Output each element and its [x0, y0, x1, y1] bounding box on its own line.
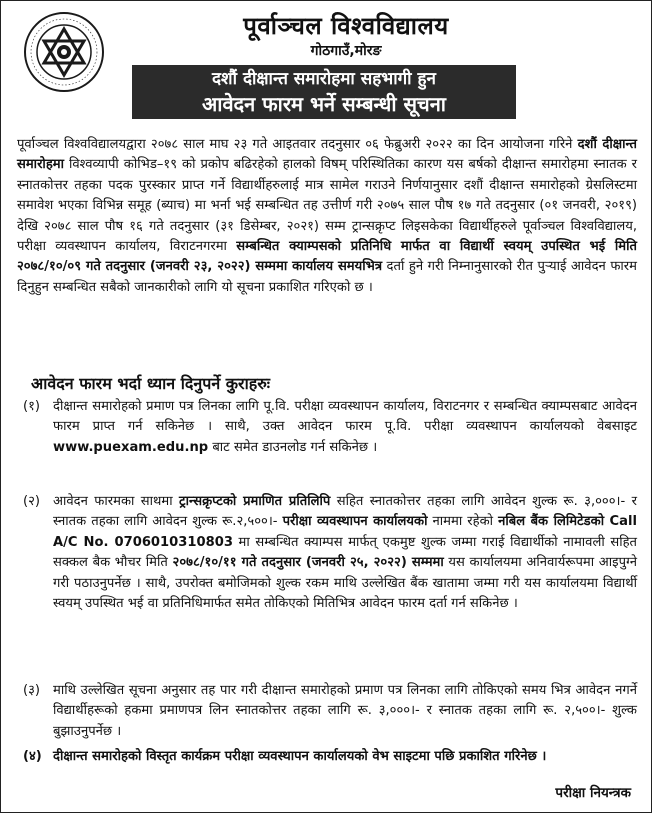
- intro-paragraph: [17, 135, 637, 298]
- list-item-2: [23, 492, 637, 614]
- item-2-text-e: यस कार्यालयमा अनिवार्यरूपमा आइपुग्ने गरी पठाउनुपर्नेछ । साथै, उपरोक्त बमोजिमको शुल्क रकम माथि उल्लेखित बैंक खातामा जम्मा गरी यस कार्यालयमा विद्यार्थी स्वयम् उपस्थित भई वा प्रतिनिधिमार्फत समेत तोकिएको मितिभित्र आवेदन फारम दर्ता गर्न सकिनेछ ।: [53, 555, 637, 612]
- notice-title-banner: [132, 65, 516, 119]
- item-text: दीक्षान्त समारोहको विस्तृत कार्यक्रम परीक्षा व्यवस्थापन कार्यालयको वेभ साइटमा पछि प्रकाशित गरिनेछ ।: [53, 749, 547, 764]
- bank-account: नबिल बैंक लिमिटेडको Call A/C No. 0706010310803: [53, 514, 637, 550]
- banner-line-2: आवेदन फारम भर्ने सम्बन्धी सूचना: [202, 92, 446, 116]
- item-number: (३): [23, 683, 41, 698]
- item-2-bold-a: ट्रान्सक्रृप्टको प्रमाणित प्रतिलिपि: [179, 494, 331, 509]
- item-1-text-a: दीक्षान्त समारोहको प्रमाण पत्र लिनका लागि पू.वि. परीक्षा व्यवस्थापन कार्यालय, विराटनगर र सम्बन्धित क्याम्पसबाट आवेदन फारम प्राप्त गर्न सकिनेछ । साथै, उक्त आवेदन फारम पू.वि. परीक्षा व्यवस्थापन कार्यालयको वेबसाइट: [53, 399, 637, 435]
- item-text: [53, 397, 637, 458]
- item-number: (२): [23, 494, 41, 509]
- item-text: [53, 492, 637, 614]
- item-number: (१): [23, 399, 41, 414]
- item-2-bold-b: परीक्षा व्यवस्थापन कार्यालयको: [282, 514, 428, 530]
- item-2-text-c: नाममा रहेको: [427, 514, 499, 530]
- intro-text-2: विश्वव्यापी कोभिड–१९ को प्रकोप बढिरहेको हालको विषम् परिस्थितिका कारण यस बर्षको दीक्षान्त समारोहमा स्नातक र स्नातकोत्तर तहका पदक पुरस्कार प्राप्त गर्ने विद्यार्थीहरुलाई मात्र सामेल गराउने निर्णयानुसार दशौं दीक्षान्त समारोहको ग्रेसलिस्टमा समावेश भएका विभिन्न समूह (ब्याच) मा भर्ना भई सम्बन्धित तह उत्तीर्ण गरी २०७५ साल पौष १७ गते तदनुसार (०१ जनवरी, २०१९) देखि २०७८ साल पौष १६ गते तदनुसार (३१ डिसेम्बर, २०२१) सम्म ट्रान्सक्रृप्ट लिइसकेका विद्यार्थीहरुले पूर्वाञ्चल विश्वविद्यालय, परीक्षा व्यवस्थापन कार्यालय, विराटनगरमा: [17, 157, 637, 255]
- item-text: माथि उल्लेखित सूचना अनुसार तह पार गरी दीक्षान्त समारोहको प्रमाण पत्र लिनका लागि तोकिएको समय भित्र आवेदन नगर्ने विद्यार्थीहरूको हकमा प्रमाणपत्र लिन स्नातकोत्तर तहका लागि रू. ३,०००।- र स्नातक तहका लागि रू. २,५००।- शुल्क बुझाउनुपर्नेछ ।: [53, 683, 637, 739]
- item-2-text-b: सहित स्नातकोत्तर तहका लागि आवेदन शुल्क रू. ३,०००।- र स्नातक तहका लागि आवेदन शुल्क रू.२,५००।-: [53, 494, 637, 530]
- university-name: पूर्वाञ्चल विश्वविद्यालय: [243, 12, 449, 40]
- intro-text-3: दर्ता हुने गरी निम्नानुसारको रीत पुऱ्याई आवेदन फारम दिनुहुन सम्बन्धित सबैको जानकारीको लागि यो सूचना प्रकाशित गरिएको छ ।: [17, 259, 637, 295]
- intro-bold-2: सम्बन्धित क्याम्पसको प्रतिनिधि मार्फत वा विद्यार्थी स्वयम् उपस्थित भई मिति २०७८/१०/०९ गते तदनुसार (जनवरी २३, २०२२) सम्ममा कार्यालय समयभित्र: [17, 239, 637, 275]
- list-item-1: [23, 397, 637, 458]
- list-item-4: [23, 747, 637, 767]
- item-1-text-b: बाट समेत डाउनलोड गर्न सकिनेछ ।: [208, 439, 378, 455]
- signature-title: परीक्षा नियन्त्रक: [555, 785, 631, 801]
- list-item-3: [23, 681, 637, 742]
- banner-line-1: दशौं दीक्षान्त समारोहमा सहभागी हुन: [212, 69, 436, 89]
- item-2-text-d: मा सम्बन्धित क्याम्पस मार्फत् एकमुष्ट शुल्क जम्मा गराई विद्यार्थीको नामावली सहित सक्कल बैक भौचर मिति: [53, 534, 638, 571]
- intro-text-1: पूर्वाञ्चल विश्वविद्यालयद्वारा २०७८ साल माघ २३ गते आइतवार तदनुसार ०६ फेब्रुअरी २०२२ का दिन आयोजना गरिने: [17, 137, 578, 152]
- item-number: (४): [23, 749, 42, 764]
- university-location: गोठगाउँ,मोरङ: [310, 43, 382, 59]
- intro-bold-1: दशौं दीक्षान्त समारोहमा: [17, 137, 637, 173]
- section-heading: आवेदन फारम भर्दा ध्यान दिनुपर्ने कुराहरुः: [31, 374, 271, 393]
- website-link[interactable]: www.puexam.edu.np: [53, 439, 209, 455]
- item-2-text-a: आवेदन फारमका साथमा: [53, 494, 180, 509]
- item-2-bold-d: २०७८/१०/११ गते तदनुसार (जनवरी २५, २०२२) सम्ममा: [172, 555, 444, 571]
